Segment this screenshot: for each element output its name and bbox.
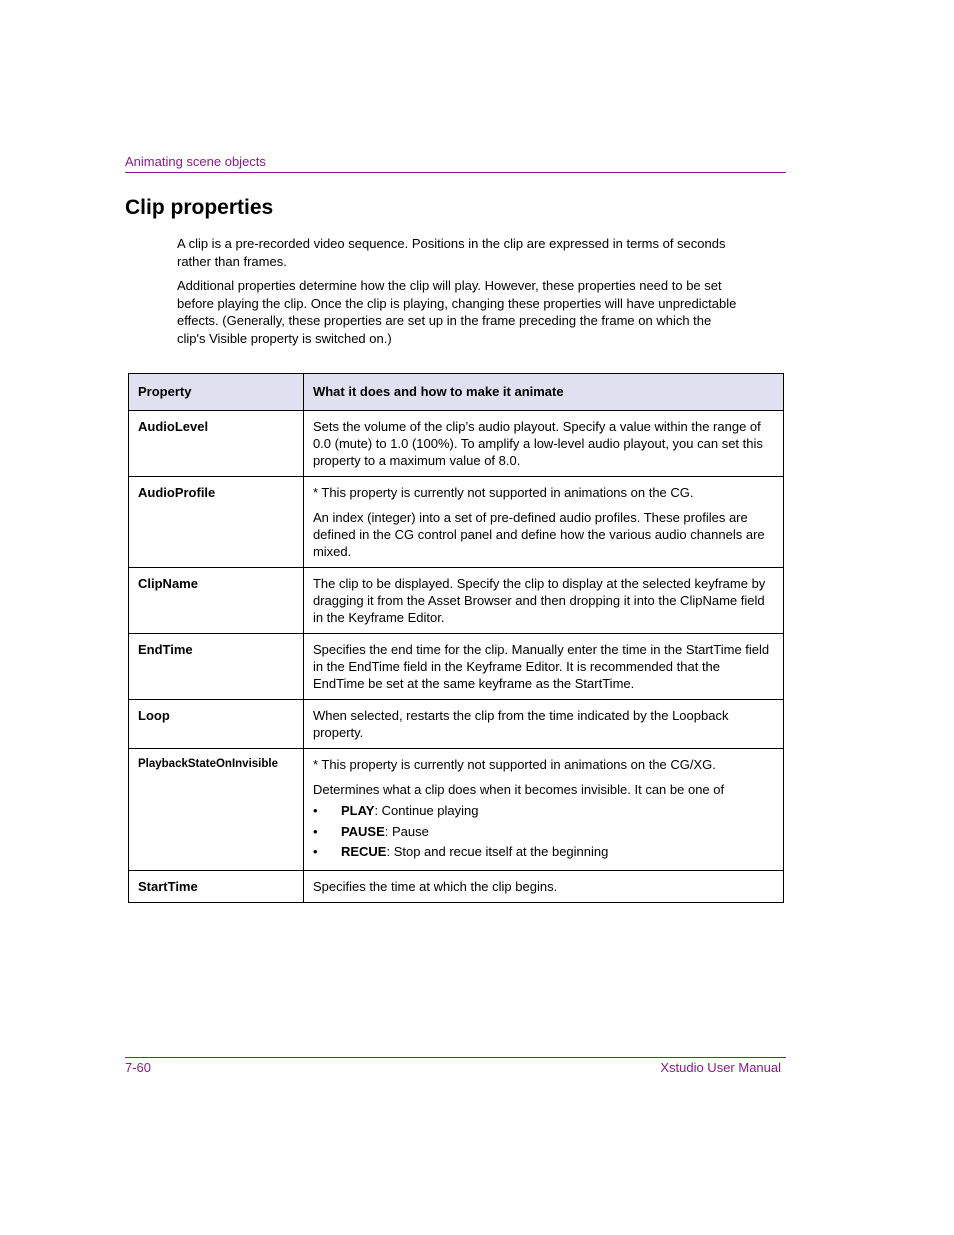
column-header-description: What it does and how to make it animate xyxy=(303,374,783,411)
bullet: • xyxy=(312,844,318,859)
property-name-playbackstateoninvisible: PlaybackStateOnInvisible xyxy=(129,749,304,871)
intro-text xyxy=(177,235,742,354)
list-item xyxy=(313,842,775,863)
table-row xyxy=(129,411,784,477)
description-text: An index (integer) into a set of pre-defined audio profiles. These profiles are defined in the CG control panel and define how the various audio channels are mixed. xyxy=(312,510,765,559)
column-header-property: Property xyxy=(129,374,304,411)
list-item xyxy=(313,822,775,843)
properties-table xyxy=(128,373,784,903)
property-name-endtime: EndTime xyxy=(129,634,304,700)
book-title: Xstudio User Manual xyxy=(660,1060,781,1075)
table-row xyxy=(129,634,784,700)
page-number: 7-60 xyxy=(125,1060,152,1075)
property-name-clipname: ClipName xyxy=(129,568,304,634)
option-text: : Continue playing xyxy=(374,803,479,818)
table-row xyxy=(129,477,784,568)
table-header-row xyxy=(129,374,784,411)
bullet: • xyxy=(312,803,318,818)
property-name-audiolevel: AudioLevel xyxy=(129,411,304,477)
support-note: * This property is currently not supported in animations on the CG. xyxy=(312,485,694,500)
option-term: RECUE xyxy=(340,844,387,859)
intro-paragraph-2: Additional properties determine how the clip will play. However, these properties need to be set before playing the clip. Once the clip is playing, changing these properties will have unpredictable effects. (Generally, these properties are set up in the frame preceding the frame on which the clip's Visible property is switched on.) xyxy=(177,278,737,346)
property-description xyxy=(303,568,783,634)
property-description xyxy=(303,634,783,700)
table-row xyxy=(129,700,784,749)
table-row xyxy=(129,870,784,902)
property-name-starttime: StartTime xyxy=(129,870,304,902)
property-name-loop: Loop xyxy=(129,700,304,749)
property-name-audioprofile: AudioProfile xyxy=(129,477,304,568)
option-term: PLAY xyxy=(340,803,375,818)
description-text: Sets the volume of the clip’s audio playout. Specify a value within the range of 0.0 (mute) to 1.0 (100%). To amplify a low-level audio playout, you can set this property to a maximum value of 8.0. xyxy=(312,419,763,468)
description-text: Specifies the end time for the clip. Manually enter the time in the StartTime field in the EndTime field in the Keyframe Editor. It is recommended that the EndTime be set at the same keyframe as the StartTime. xyxy=(312,642,770,691)
intro-paragraph-1: A clip is a pre-recorded video sequence. Positions in the clip are expressed in terms of seconds rather than frames. xyxy=(177,236,726,269)
description-text: Determines what a clip does when it becomes invisible. It can be one of xyxy=(312,782,725,797)
section-title: Clip properties xyxy=(125,196,274,219)
property-description xyxy=(303,749,783,871)
list-item xyxy=(313,801,775,822)
property-description xyxy=(303,411,783,477)
option-list xyxy=(313,801,775,863)
table-row xyxy=(129,749,784,871)
bullet: • xyxy=(312,823,318,839)
option-term: PAUSE xyxy=(340,823,385,839)
header-rule xyxy=(125,172,786,173)
option-text: : Stop and recue itself at the beginning xyxy=(386,844,609,859)
support-note: * This property is currently not supported in animations on the CG/XG. xyxy=(312,757,716,772)
option-text: : Pause xyxy=(384,823,429,839)
description-text: The clip to be displayed. Specify the clip to display at the selected keyframe by dragging it from the Asset Browser and then dropping it into the ClipName field in the Keyframe Editor. xyxy=(312,576,766,625)
footer-rule xyxy=(125,1057,786,1058)
running-head: Animating scene objects xyxy=(125,154,266,169)
property-description xyxy=(303,477,783,568)
property-description xyxy=(303,700,783,749)
description-text: Specifies the time at which the clip begins. xyxy=(312,878,558,894)
table-row xyxy=(129,568,784,634)
property-description xyxy=(303,870,783,902)
description-text: When selected, restarts the clip from the time indicated by the Loopback property. xyxy=(312,708,729,740)
